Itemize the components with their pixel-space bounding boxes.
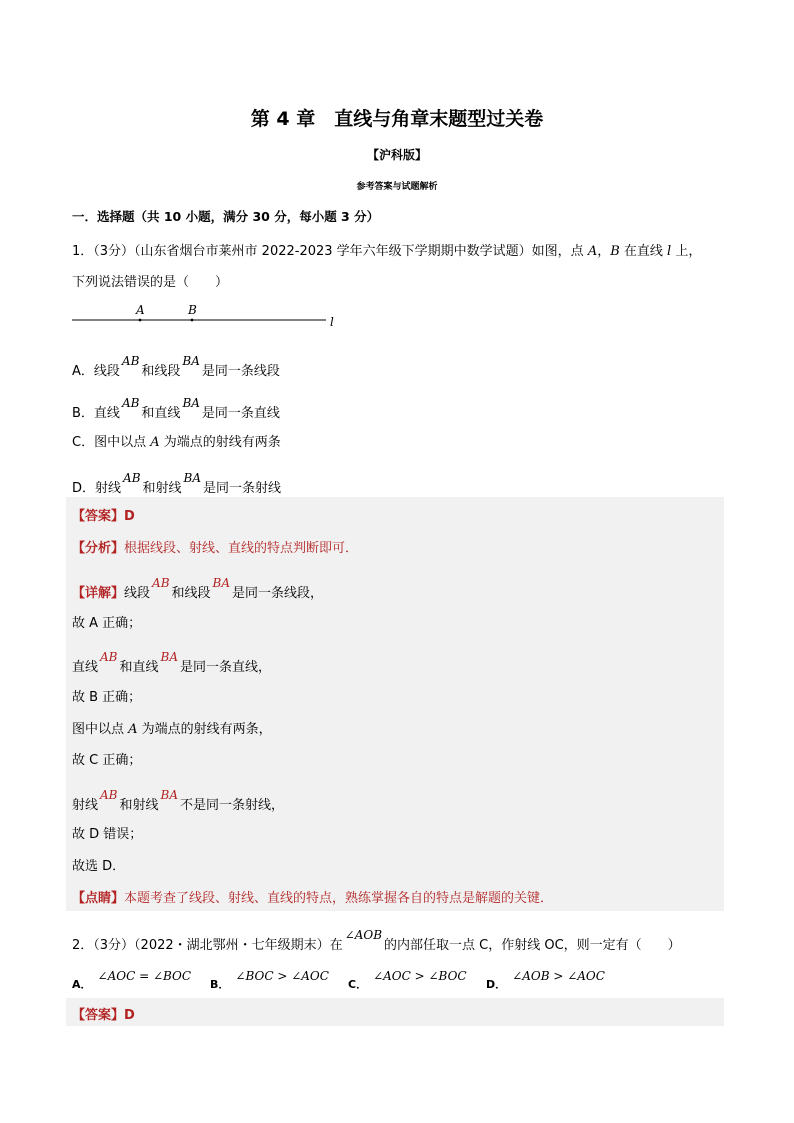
q2-answer xyxy=(72,1004,135,1023)
answer-value: D xyxy=(124,1008,135,1023)
q1-detail-line3 xyxy=(72,650,272,675)
q2-solution-panel xyxy=(66,998,724,1026)
option-b-label: B． xyxy=(72,406,94,421)
detail-tag: 【详解】 xyxy=(72,586,125,601)
option-text: 线段 xyxy=(93,364,120,379)
math-ab: AB xyxy=(123,471,141,485)
q1-stem-point-b: B xyxy=(610,244,620,259)
detail-text: 为端点的射线有两条， xyxy=(137,722,272,737)
q1-detail-line1 xyxy=(72,576,324,601)
analysis-text: 根据线段、射线、直线的特点判断即可． xyxy=(124,541,359,556)
q1-comment xyxy=(72,887,553,906)
q1-detail-line4: 故 B 正确； xyxy=(72,690,142,705)
detail-text: 和线段 xyxy=(171,586,211,601)
math-ba: BA xyxy=(183,471,202,485)
option-text: 和直线 xyxy=(141,406,181,421)
answer-tag: 【答案】 xyxy=(72,509,125,524)
q1-stem-point-a: A xyxy=(587,244,598,259)
q2-option-a[interactable] xyxy=(72,969,192,992)
page-title: 第 4 章 直线与角章末题型过关卷 xyxy=(250,108,544,130)
q1-detail-line8: 故 D 错误； xyxy=(72,827,143,842)
detail-text: 是同一条直线， xyxy=(180,660,272,675)
detail-text: 线段 xyxy=(124,586,151,601)
option-text: 和线段 xyxy=(141,364,181,379)
q1-option-b[interactable] xyxy=(72,396,280,421)
option-d-expr: ∠AOB > ∠AOC xyxy=(512,969,605,983)
detail-text: 和射线 xyxy=(119,798,159,813)
point-a-label: A xyxy=(136,303,145,317)
detail-text: 不是同一条射线， xyxy=(180,798,285,813)
q2-option-d[interactable] xyxy=(486,969,605,992)
math-ab: AB xyxy=(121,354,140,368)
option-a-expr: ∠AOC = ∠BOC xyxy=(97,969,192,983)
detail-text: 是同一条线段， xyxy=(232,586,324,601)
section-heading: 一．选择题（共 10 小题，满分 30 分，每小题 3 分） xyxy=(72,209,380,224)
answer-value: D xyxy=(124,509,135,524)
option-c-label: C． xyxy=(348,978,368,991)
point-b-label: B xyxy=(188,303,197,317)
q1-stem-text-b: 在直线 xyxy=(619,244,668,259)
q1-detail-line7 xyxy=(72,788,285,813)
q2-option-b[interactable] xyxy=(210,969,329,992)
option-a-label: A． xyxy=(72,978,92,991)
option-text: 直线 xyxy=(93,406,120,421)
subtitle: 参考答案与试题解析 xyxy=(356,182,438,192)
option-d-label: D． xyxy=(72,481,96,496)
q1-detail-line6: 故 C 正确； xyxy=(72,753,142,768)
option-b-label: B． xyxy=(210,978,230,991)
q1-stem-line-l: l xyxy=(667,244,672,259)
q2-stem-text-a: 2．（3分）（2022・湖北鄂州・七年级期末）在 xyxy=(72,938,343,953)
q1-stem-text-c: 上， xyxy=(671,244,702,259)
option-c-label: C． xyxy=(72,435,95,450)
answer-tag: 【答案】 xyxy=(72,1008,125,1023)
point-a-dot xyxy=(139,319,142,322)
q1-option-d[interactable] xyxy=(72,471,282,496)
option-c-expr: ∠AOC > ∠BOC xyxy=(373,969,467,983)
q2-option-c[interactable] xyxy=(348,969,467,992)
q1-detail-line5 xyxy=(72,718,272,737)
q2-stem xyxy=(72,928,681,953)
math-ba: BA xyxy=(182,354,200,368)
option-d-label: D． xyxy=(486,978,507,991)
q1-answer xyxy=(72,505,135,524)
q1-analysis xyxy=(72,537,358,556)
detail-text: 射线 xyxy=(72,798,99,813)
comment-text: 本题考查了线段、射线、直线的特点，熟练掌握各自的特点是解题的关键． xyxy=(124,891,554,906)
math-ba: BA xyxy=(160,650,178,664)
option-text: 是同一条直线 xyxy=(201,406,280,421)
option-text: 为端点的射线有两条 xyxy=(159,435,281,450)
math-ab: AB xyxy=(121,396,140,410)
math-ab: AB xyxy=(100,788,118,802)
option-text: 和射线 xyxy=(142,481,182,496)
point-b-dot xyxy=(191,319,194,322)
q1-stem-sep: ， xyxy=(597,244,611,259)
option-b-expr: ∠BOC > ∠AOC xyxy=(235,969,329,983)
detail-text: 图中以点 xyxy=(72,722,129,737)
option-text: 图中以点 xyxy=(94,435,151,450)
option-a-label: A． xyxy=(72,364,94,379)
math-a: A xyxy=(128,722,138,737)
q1-detail-line2: 故 A 正确； xyxy=(72,616,142,631)
option-text: 射线 xyxy=(95,481,122,496)
comment-tag: 【点睛】 xyxy=(72,891,125,906)
q2-stem-text-b: 的内部任取一点 C，作射线 OC，则一定有（ ） xyxy=(384,938,681,953)
line-l-label: l xyxy=(330,315,334,329)
q1-option-c[interactable] xyxy=(72,431,281,450)
q1-stem-line2: 下列说法错误的是（ ） xyxy=(72,275,229,290)
detail-text: 直线 xyxy=(72,660,99,675)
math-ba: BA xyxy=(160,788,178,802)
option-text: 是同一条射线 xyxy=(203,481,282,496)
analysis-tag: 【分析】 xyxy=(72,541,125,556)
math-ab: AB xyxy=(152,576,170,590)
detail-text: 和直线 xyxy=(119,660,159,675)
math-a: A xyxy=(150,435,160,450)
math-ba: BA xyxy=(212,576,231,590)
math-ab: AB xyxy=(100,650,118,664)
q1-figure xyxy=(70,300,350,332)
edition-label: 【沪科版】 xyxy=(366,148,427,162)
option-text: 是同一条线段 xyxy=(201,364,280,379)
math-angle-aob: ∠AOB xyxy=(344,928,383,942)
q1-detail-line9: 故选 D． xyxy=(72,859,126,874)
q1-solution-panel xyxy=(66,497,724,911)
q1-stem xyxy=(72,240,701,259)
q1-option-a[interactable] xyxy=(72,354,280,379)
math-ba: BA xyxy=(182,396,200,410)
q1-stem-text-a: 1．（3分）（山东省烟台市莱州市 2022-2023 学年六年级下学期期中数学试题）如图，点 xyxy=(72,244,588,259)
